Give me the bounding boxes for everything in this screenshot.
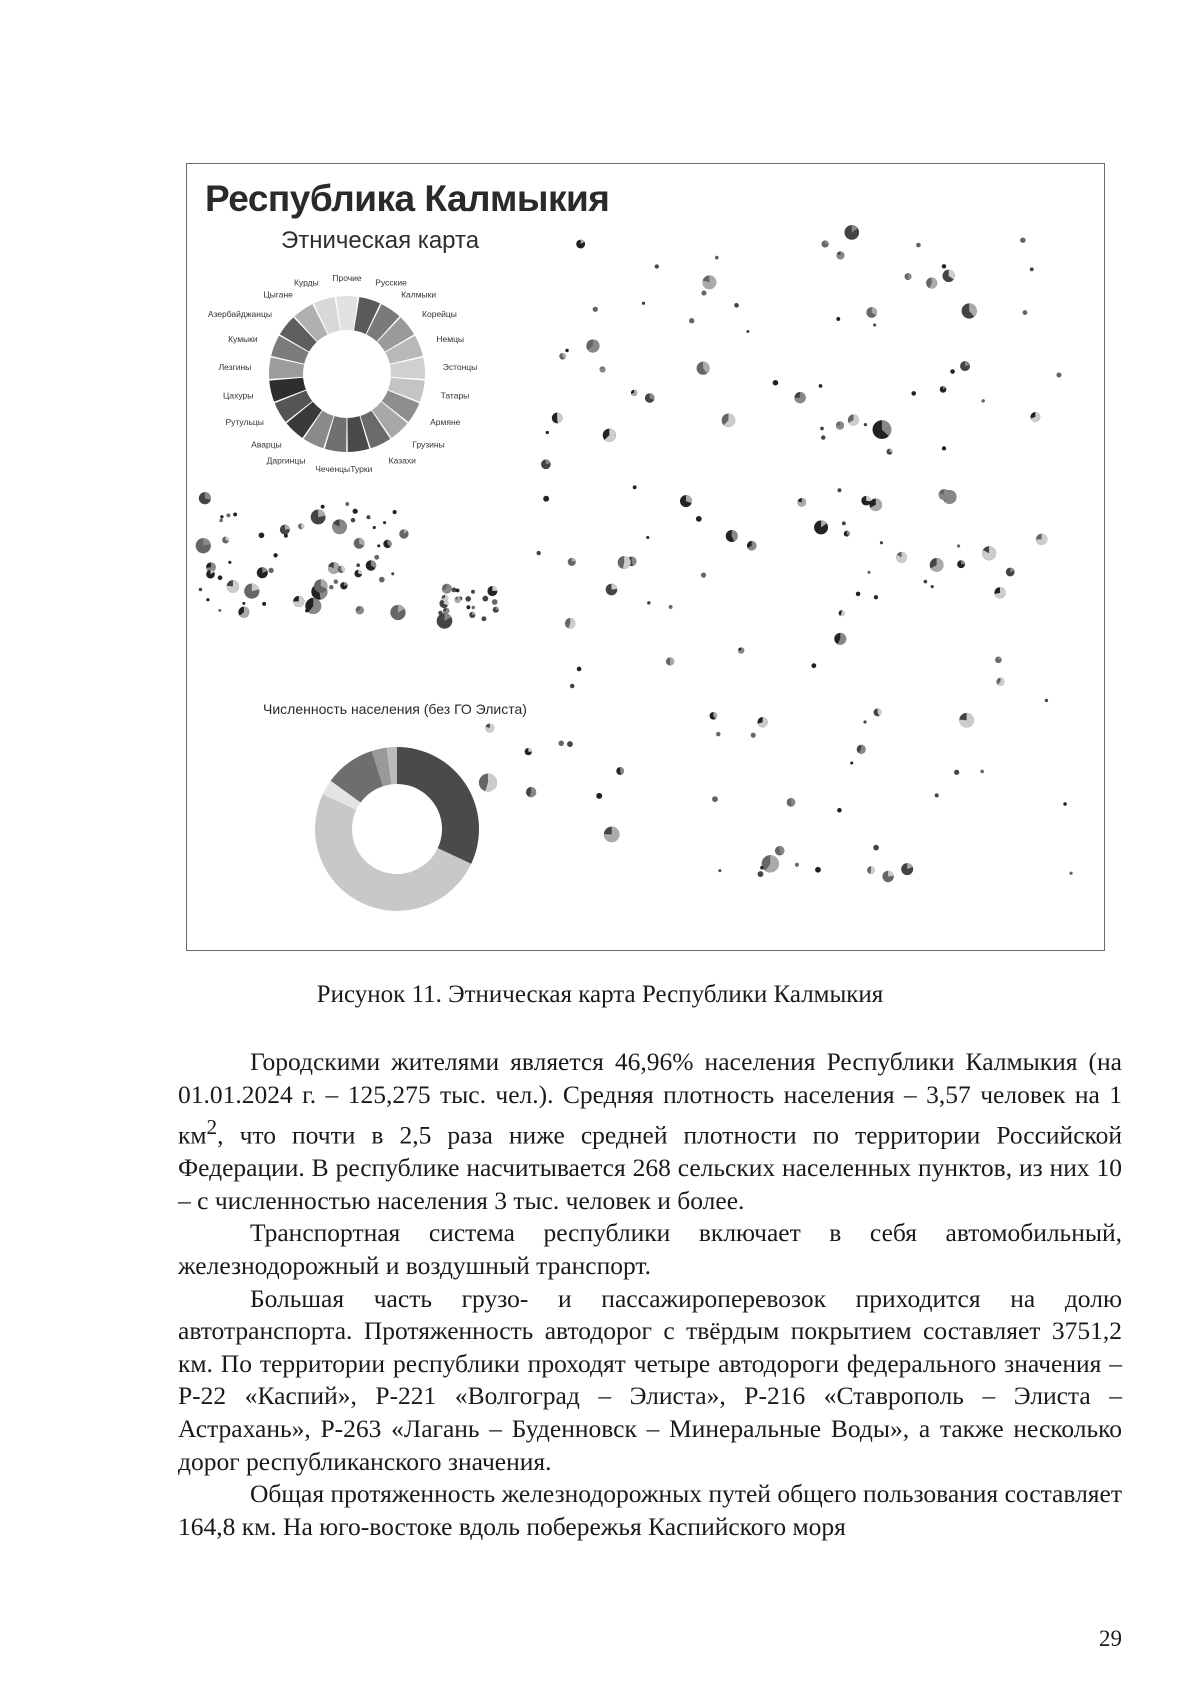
settlement-marker [940, 386, 947, 393]
paragraph-urban-population: Городскими жителями является 46,96% населения Республики Калмыкия (на 01.01.2024 г. – 125,275 тыс. чел.). Средняя плотность населения – 3,57 человек на 1 $км^2$, что почти в 2,5 раза ниже средней плотности по территории Российской Федерации. В республике насчитывается 268 сельских населенных пунктов, из них 10 – с численностью населения 3 тыс. человек и более. [178, 1047, 1122, 1215]
settlement-marker [438, 611, 442, 615]
settlement-marker [950, 369, 955, 374]
population-segment [397, 747, 479, 864]
settlement-marker [757, 717, 767, 727]
settlement-marker [329, 585, 333, 589]
settlement-marker [645, 393, 655, 403]
settlement-marker [586, 339, 599, 352]
settlement-marker [758, 871, 764, 877]
settlement-marker [206, 598, 209, 601]
settlement-marker [391, 572, 394, 575]
settlement-marker [957, 560, 965, 568]
settlement-marker [206, 570, 215, 579]
settlement-marker [911, 391, 916, 396]
settlement-marker [697, 362, 710, 375]
settlement-marker [882, 871, 893, 882]
settlement-marker [482, 596, 488, 602]
settlement-marker [836, 251, 844, 259]
body-text [178, 1046, 1122, 1543]
settlement-marker [606, 584, 618, 596]
settlement-marker [751, 733, 756, 738]
settlement-marker [856, 592, 861, 597]
settlement-marker [647, 601, 651, 605]
settlement-marker [715, 256, 719, 260]
settlement-marker [916, 243, 921, 248]
settlement-marker [1023, 310, 1028, 315]
settlement-marker [815, 867, 821, 873]
settlement-marker [1063, 802, 1067, 806]
settlement-marker [199, 588, 202, 591]
settlement-marker [864, 423, 867, 426]
settlement-marker [226, 513, 230, 517]
settlement-marker [559, 353, 566, 360]
settlement-marker [850, 761, 853, 764]
settlement-marker [795, 863, 799, 867]
settlement-marker [942, 446, 946, 450]
settlement-marker [716, 732, 720, 736]
map-title: Республика Калмыкия [205, 178, 610, 219]
settlement-marker [354, 539, 361, 546]
settlement-marker [219, 519, 223, 523]
legend-label: Татары [440, 390, 470, 401]
settlement-marker [837, 488, 841, 492]
settlement-marker [996, 678, 1004, 686]
settlement-marker [931, 585, 934, 588]
settlement-marker [712, 796, 718, 802]
settlement-marker [901, 863, 913, 875]
settlement-marker [680, 495, 692, 507]
settlement-marker [655, 264, 659, 268]
settlement-marker [836, 317, 840, 321]
settlement-marker [939, 489, 950, 500]
settlement-marker [747, 541, 757, 551]
settlement-marker [238, 607, 249, 618]
settlement-marker [471, 590, 475, 594]
settlement-marker [834, 633, 846, 645]
settlement-marker [1006, 568, 1015, 577]
settlement-marker [669, 605, 673, 609]
settlement-marker [866, 307, 877, 318]
settlement-marker [273, 553, 277, 557]
legend-label: Лезгины [218, 361, 252, 372]
settlement-marker [314, 579, 328, 593]
settlement-marker [493, 607, 499, 613]
settlement-marker [837, 808, 842, 813]
settlement-marker [959, 713, 974, 728]
settlement-marker [298, 523, 304, 529]
settlement-marker [924, 580, 928, 584]
settlement-marker [481, 616, 486, 621]
settlement-marker [631, 390, 637, 396]
settlement-marker [570, 684, 575, 689]
legend-label: Русские [375, 277, 407, 288]
settlement-marker [356, 563, 360, 567]
legend-label: Немцы [436, 333, 465, 344]
settlement-marker [814, 520, 828, 534]
settlement-marker [616, 767, 624, 775]
settlement-marker [666, 657, 674, 665]
legend-label: Кумыки [228, 333, 258, 344]
settlement-marker [962, 303, 977, 318]
settlement-marker [844, 225, 859, 240]
settlement-marker [1045, 699, 1048, 702]
settlement-marker [596, 793, 602, 799]
settlement-marker [244, 583, 259, 598]
settlement-marker [982, 546, 996, 560]
settlement-marker [257, 567, 268, 578]
settlement-marker [536, 551, 540, 555]
settlement-marker [393, 510, 397, 514]
settlement-marker [284, 534, 288, 538]
settlement-marker [227, 580, 239, 592]
settlement-marker [321, 505, 325, 509]
settlement-marker [811, 663, 816, 668]
paragraph-railways: Общая протяженность железнодорожных путей общего пользования составляет 164,8 км. На юго-востоке вдоль побережья Каспийского моря [178, 1479, 1122, 1541]
settlement-marker [836, 421, 844, 429]
settlement-marker [874, 595, 878, 599]
settlement-marker [943, 490, 957, 504]
settlement-marker [702, 275, 716, 289]
settlement-marker [775, 846, 785, 856]
legend-label: Курды [293, 277, 319, 288]
settlement-marker [541, 459, 551, 469]
settlement-marker [994, 587, 1005, 598]
map-subtitle: Этническая карта [281, 227, 480, 254]
settlement-marker [220, 515, 223, 518]
settlement-marker [942, 270, 954, 282]
settlement-marker [218, 609, 221, 612]
settlement-marker [262, 602, 266, 606]
settlement-marker [492, 599, 498, 605]
settlement-marker [646, 536, 649, 539]
settlement-marker [472, 606, 475, 609]
settlement-marker [366, 560, 377, 571]
legend-label: Азербайджанцы [207, 309, 272, 320]
settlement-marker [701, 573, 706, 578]
settlement-marker [603, 429, 616, 442]
settlement-marker [390, 605, 405, 620]
settlement-marker [280, 525, 290, 535]
settlement-marker [701, 290, 706, 295]
settlement-marker [627, 556, 637, 566]
settlement-marker [259, 532, 265, 538]
settlement-marker [354, 570, 362, 578]
legend-label: Турки [350, 463, 373, 474]
settlement-marker [442, 584, 452, 594]
legend-label: Цахуры [222, 390, 254, 401]
legend-label: Калмыки [401, 289, 437, 300]
settlement-marker [1056, 372, 1061, 377]
settlement-marker [334, 579, 339, 584]
settlement-marker [309, 598, 315, 604]
settlement-marker [452, 588, 457, 593]
settlement-marker [880, 541, 883, 544]
settlement-marker [576, 240, 585, 249]
settlement-marker [760, 866, 763, 869]
legend-label: Аварцы [251, 439, 282, 450]
settlement-marker [930, 558, 944, 572]
settlement-marker [689, 318, 694, 323]
settlement-marker [351, 518, 356, 523]
settlement-marker [794, 392, 805, 403]
settlement-marker [305, 598, 321, 614]
settlement-marker [1030, 412, 1040, 422]
settlement-marker [379, 577, 385, 583]
settlement-marker [383, 521, 386, 524]
settlement-marker [577, 667, 582, 672]
settlement-marker [887, 449, 893, 455]
settlement-marker [311, 584, 327, 600]
settlement-marker [942, 264, 946, 268]
settlement-marker [377, 544, 380, 547]
ethnic-map-figure [186, 163, 1105, 951]
settlement-marker [454, 597, 460, 603]
settlement-marker [710, 712, 718, 720]
settlement-marker [332, 519, 347, 534]
settlement-marker [383, 540, 391, 548]
legend-label: Чеченцы [315, 463, 351, 474]
settlement-marker [861, 496, 871, 506]
settlement-marker [820, 427, 824, 431]
settlement-marker [896, 552, 907, 563]
settlement-marker [722, 414, 736, 428]
legend-label: Рутульцы [225, 417, 264, 427]
settlement-marker [466, 605, 470, 609]
settlement-marker [546, 431, 549, 434]
settlement-marker [399, 529, 408, 538]
settlement-marker [340, 582, 347, 589]
settlement-marker [443, 608, 449, 614]
legend-label: Грузины [412, 439, 445, 450]
settlement-marker [593, 307, 598, 312]
settlement-marker [366, 515, 370, 519]
settlement-marker [338, 566, 345, 573]
settlement-marker [439, 599, 448, 608]
population-chart-label: Численность населения (без ГО Элиста) [263, 701, 527, 717]
settlement-marker [822, 240, 829, 247]
settlement-marker [848, 414, 859, 425]
settlement-marker [311, 510, 326, 525]
settlement-marker [558, 740, 564, 746]
settlement-marker [456, 588, 460, 592]
paragraph-roads: Большая часть грузо- и пассажироперевозок приходится на долю автотранспорта. Протяженность автодорог с твёрдым покрытием составляет 3751,2 км. По территории республики проходят четыре автодороги федерального значения – Р-22 «Каспий», Р-221 «Волгоград – Элиста», Р-216 «Ставрополь – Элиста – Астрахань», Р-263 «Лагань – Буденновск – Минеральные Воды», а также несколько дорог республиканского значения. [178, 1283, 1122, 1476]
settlement-marker [437, 613, 453, 629]
settlement-marker [787, 798, 796, 807]
settlement-marker [873, 845, 879, 851]
settlement-marker [305, 609, 309, 613]
settlement-marker [199, 492, 211, 504]
page-number: 29 [1099, 1626, 1122, 1651]
settlement-marker [696, 516, 702, 522]
settlement-marker [565, 618, 576, 629]
settlement-marker [869, 499, 882, 512]
settlement-marker [867, 571, 870, 574]
settlement-marker [196, 538, 211, 553]
settlement-marker [773, 380, 779, 386]
settlement-marker [1020, 237, 1025, 242]
settlement-marker [222, 537, 229, 544]
settlement-marker [345, 502, 349, 506]
settlement-marker [867, 866, 875, 874]
legend-label: Эстонцы [442, 361, 478, 372]
legend-label: Даргинцы [266, 455, 306, 466]
settlement-marker [356, 606, 364, 614]
settlement-marker [762, 855, 779, 872]
settlement-marker [568, 558, 576, 566]
settlement-marker [1030, 267, 1034, 271]
legend-label: Прочие [332, 273, 362, 283]
settlement-marker [863, 720, 866, 723]
legend-label: Цыгане [263, 289, 293, 300]
settlement-marker [797, 498, 806, 507]
settlement-marker [242, 602, 245, 605]
settlement-marker [465, 596, 471, 602]
settlement-marker [374, 555, 379, 560]
settlement-marker [618, 556, 631, 569]
settlement-marker [354, 538, 365, 549]
settlement-marker [1036, 534, 1047, 545]
settlement-marker [960, 361, 970, 371]
settlement-marker [353, 509, 358, 514]
settlement-marker [957, 544, 960, 547]
settlement-marker [726, 530, 738, 542]
settlement-marker [633, 485, 637, 489]
settlement-marker [218, 575, 223, 580]
legend-label: Казахи [388, 455, 416, 466]
settlement-marker [458, 597, 462, 601]
ethnic-legend-donut [187, 259, 506, 489]
settlement-marker [738, 647, 744, 653]
settlement-marker [874, 708, 882, 716]
settlement-marker [873, 420, 892, 439]
settlement-marker [839, 610, 845, 616]
settlement-marker [604, 827, 620, 843]
settlement-marker [842, 521, 846, 525]
settlement-marker [857, 745, 866, 754]
figure-caption: Рисунок 11. Этническая карта Республики Калмыкия [316, 981, 884, 1008]
settlement-marker [543, 496, 549, 502]
legend-segment [336, 296, 358, 330]
settlement-marker [567, 741, 573, 747]
settlement-marker [995, 657, 1002, 664]
settlement-marker [600, 366, 606, 372]
settlement-marker [469, 612, 475, 618]
settlement-marker [981, 399, 984, 402]
population-donut [297, 729, 497, 929]
settlement-marker [206, 562, 216, 572]
settlement-marker [1069, 872, 1072, 875]
settlement-marker [525, 748, 532, 755]
settlement-marker [926, 277, 937, 288]
settlement-marker [821, 435, 825, 439]
settlement-marker [642, 302, 645, 305]
settlement-marker [293, 596, 304, 607]
settlement-marker [328, 562, 340, 574]
settlement-marker [935, 793, 939, 797]
settlement-marker [268, 568, 273, 573]
settlement-marker [552, 413, 563, 424]
legend-label: Корейцы [422, 309, 457, 320]
settlement-marker [905, 273, 912, 280]
settlement-marker [487, 586, 497, 596]
legend-label: Армяне [430, 417, 461, 427]
settlement-marker [980, 770, 984, 774]
settlement-marker [819, 384, 823, 388]
settlement-marker [233, 513, 237, 517]
settlement-marker [746, 330, 749, 333]
settlement-marker [442, 595, 449, 602]
settlement-marker [877, 713, 881, 717]
settlement-marker [565, 349, 568, 352]
settlement-marker [526, 787, 536, 797]
paragraph-transport-system: Транспортная система республики включает в себя автомобильный, железнодорожный и воздушный транспорт. [178, 1218, 1122, 1281]
settlement-marker [844, 531, 850, 537]
settlement-marker [734, 303, 739, 308]
settlement-marker [718, 869, 721, 872]
settlement-marker [373, 526, 376, 529]
settlement-marker [954, 770, 959, 775]
settlement-marker [228, 561, 231, 564]
settlement-marker [873, 323, 876, 326]
